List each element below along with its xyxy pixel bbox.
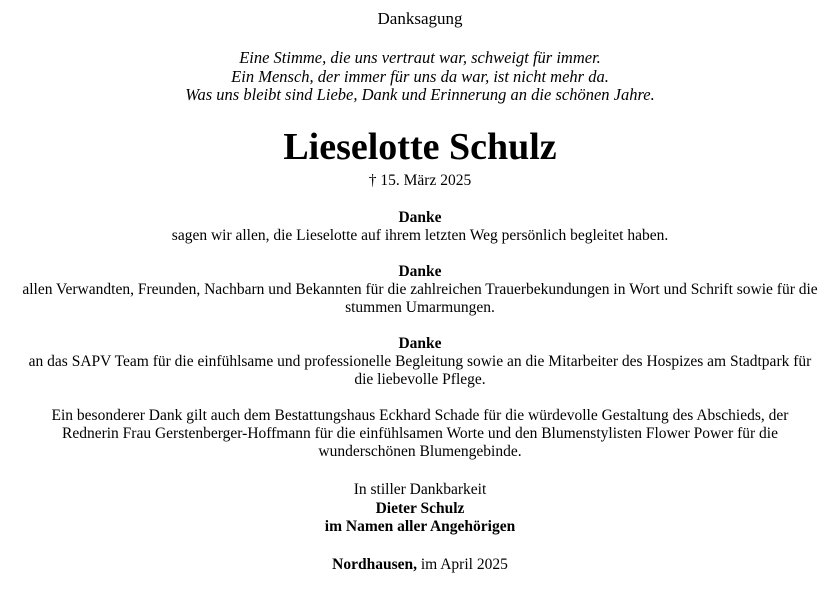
verse-line-2: Ein Mensch, der immer für uns da war, ist nicht mehr da. (231, 66, 609, 86)
notice-date: im April 2025 (416, 555, 508, 573)
thanks-section-care (0, 335, 840, 388)
thanks-heading: Danke (398, 263, 442, 280)
closing-block (0, 481, 840, 537)
on-behalf-line: im Namen aller Angehörigen (324, 518, 516, 535)
thanks-heading: Danke (398, 208, 442, 226)
thanks-section-personal (0, 209, 840, 245)
place-date-line (0, 556, 840, 574)
thanks-body: allen Verwandten, Freunden, Nachbarn und Bekannten für die zahlreichen Trauerbekundungen in Wort und Schrift sowie für die stummen Umarmungen. (22, 281, 818, 316)
signatory-name: Dieter Schulz (375, 499, 465, 517)
place-name: Nordhausen, (332, 555, 417, 573)
closing-line: In stiller Dankbarkeit (353, 481, 487, 498)
verse-line-1: Eine Stimme, die uns vertraut war, schweigt für immer. (239, 48, 601, 67)
verse-line-3: Was uns bleibt sind Liebe, Dank und Erinnerung an die schönen Jahre. (185, 85, 655, 104)
death-date: † 15. März 2025 (368, 171, 472, 189)
thanks-body: sagen wir allen, die Lieselotte auf ihrem letzten Weg persönlich begleitet haben. (171, 226, 669, 244)
thanks-body: an das SAPV Team für die einfühlsame und professionelle Begleitung sowie an die Mitarbeiter des Hospizes am Stadtpark für die liebevolle Pflege. (28, 353, 812, 388)
memorial-verse (0, 49, 840, 105)
thanks-heading: Danke (398, 335, 442, 352)
special-thanks-paragraph: Ein besonderer Dank gilt auch dem Bestattungshaus Eckhard Schade für die würdevolle Gestaltung des Abschieds, der Rednerin Frau Gerstenberger-Hoffmann für die einfühlsamen Worte und den Blumenstylisten Flower Power für die wunderschönen Blumengebinde. (51, 407, 789, 460)
deceased-name: Lieselotte Schulz (283, 125, 557, 168)
notice-title: Danksagung (377, 9, 463, 28)
thanks-section-condolences (0, 263, 840, 316)
